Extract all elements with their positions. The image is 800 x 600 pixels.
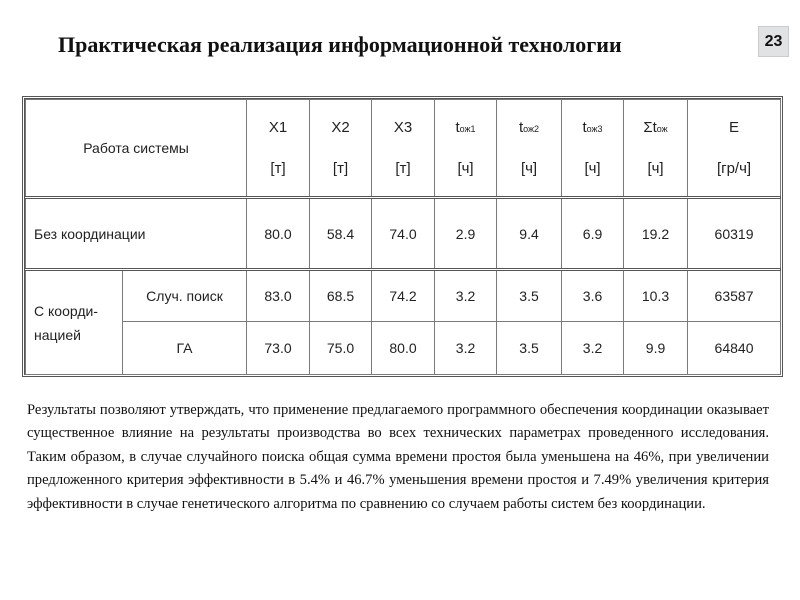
column-unit: [т] xyxy=(270,159,286,177)
table-cell: 63587 xyxy=(688,270,781,322)
header-label: Работа системы xyxy=(26,100,247,198)
column-header xyxy=(247,100,310,198)
row-label-no-coordination: Без координации xyxy=(26,198,247,270)
column-header xyxy=(497,100,562,198)
table-cell: 3.6 xyxy=(562,270,624,322)
column-sub: ож xyxy=(656,123,668,134)
page-title: Практическая реализация информационной технологии xyxy=(58,32,622,57)
column-name: X3 xyxy=(393,118,413,136)
table-cell: 2.9 xyxy=(435,198,497,270)
column-header xyxy=(562,100,624,198)
table-cell: 3.5 xyxy=(497,322,562,375)
table-row xyxy=(26,322,781,375)
table-cell: 9.9 xyxy=(624,322,688,375)
results-table xyxy=(22,96,783,377)
table-cell: 64840 xyxy=(688,322,781,375)
table-cell: 68.5 xyxy=(310,270,372,322)
column-unit: [ч] xyxy=(647,159,664,177)
column-unit: [т] xyxy=(395,159,411,177)
table-cell: 10.3 xyxy=(624,270,688,322)
column-name: E xyxy=(729,118,740,136)
table-cell: 58.4 xyxy=(310,198,372,270)
column-name: t xyxy=(582,118,587,136)
table-row xyxy=(26,198,781,270)
table-cell: 3.2 xyxy=(435,270,497,322)
table-cell: 80.0 xyxy=(247,198,310,270)
column-header xyxy=(435,100,497,198)
table-cell: 19.2 xyxy=(624,198,688,270)
table-cell: 80.0 xyxy=(372,322,435,375)
column-name: t xyxy=(455,118,460,136)
group-label-line: нацией xyxy=(34,326,81,343)
column-sub: ож1 xyxy=(459,123,476,134)
column-unit: [ч] xyxy=(457,159,474,177)
results-paragraph: Результаты позволяют утверждать, что применение предлагаемого программного обеспечения координации оказывает существенное влияние на результаты производства во всех технических параметрах проведенного исследования. Таким образом, в случае случайного поиска общая сумма времени простоя была уменьшена на 46%, при увеличении предложенного критерия эффективности в 5.4% и 46.7% уменьшения времени простоя и 7.49% увеличения критерия эффективности в случае генетического алгоритма по сравнению со случаем работы систем без координации. xyxy=(27,402,769,512)
table-cell: 75.0 xyxy=(310,322,372,375)
table-cell: 9.4 xyxy=(497,198,562,270)
row-label-random-search: Случ. поиск xyxy=(123,270,247,322)
column-name: t xyxy=(518,118,524,136)
column-sub: ож3 xyxy=(586,123,603,134)
column-name: Σt xyxy=(643,118,657,136)
row-group-label-with-coordination xyxy=(26,270,123,375)
row-label-ga: ГА xyxy=(123,322,247,375)
page-number-badge: 23 xyxy=(758,26,789,57)
table-cell: 74.2 xyxy=(372,270,435,322)
column-unit: [ч] xyxy=(520,159,538,177)
table-cell: 83.0 xyxy=(247,270,310,322)
table-row xyxy=(26,270,781,322)
group-label-line: С коорди- xyxy=(34,302,98,319)
column-header xyxy=(688,100,781,198)
column-unit: [т] xyxy=(332,159,349,177)
table-cell: 6.9 xyxy=(562,198,624,270)
table-cell: 3.2 xyxy=(435,322,497,375)
column-name: X2 xyxy=(331,118,350,136)
column-header xyxy=(372,100,435,198)
table-header-row xyxy=(26,100,781,198)
column-sub: ож2 xyxy=(523,123,540,134)
column-header xyxy=(310,100,372,198)
table-cell: 73.0 xyxy=(247,322,310,375)
column-name: X1 xyxy=(268,118,288,136)
table-cell: 74.0 xyxy=(372,198,435,270)
column-unit: [гр/ч] xyxy=(716,159,752,177)
column-unit: [ч] xyxy=(584,159,601,177)
table-cell: 60319 xyxy=(688,198,781,270)
column-header xyxy=(624,100,688,198)
table-cell: 3.2 xyxy=(562,322,624,375)
table-cell: 3.5 xyxy=(497,270,562,322)
